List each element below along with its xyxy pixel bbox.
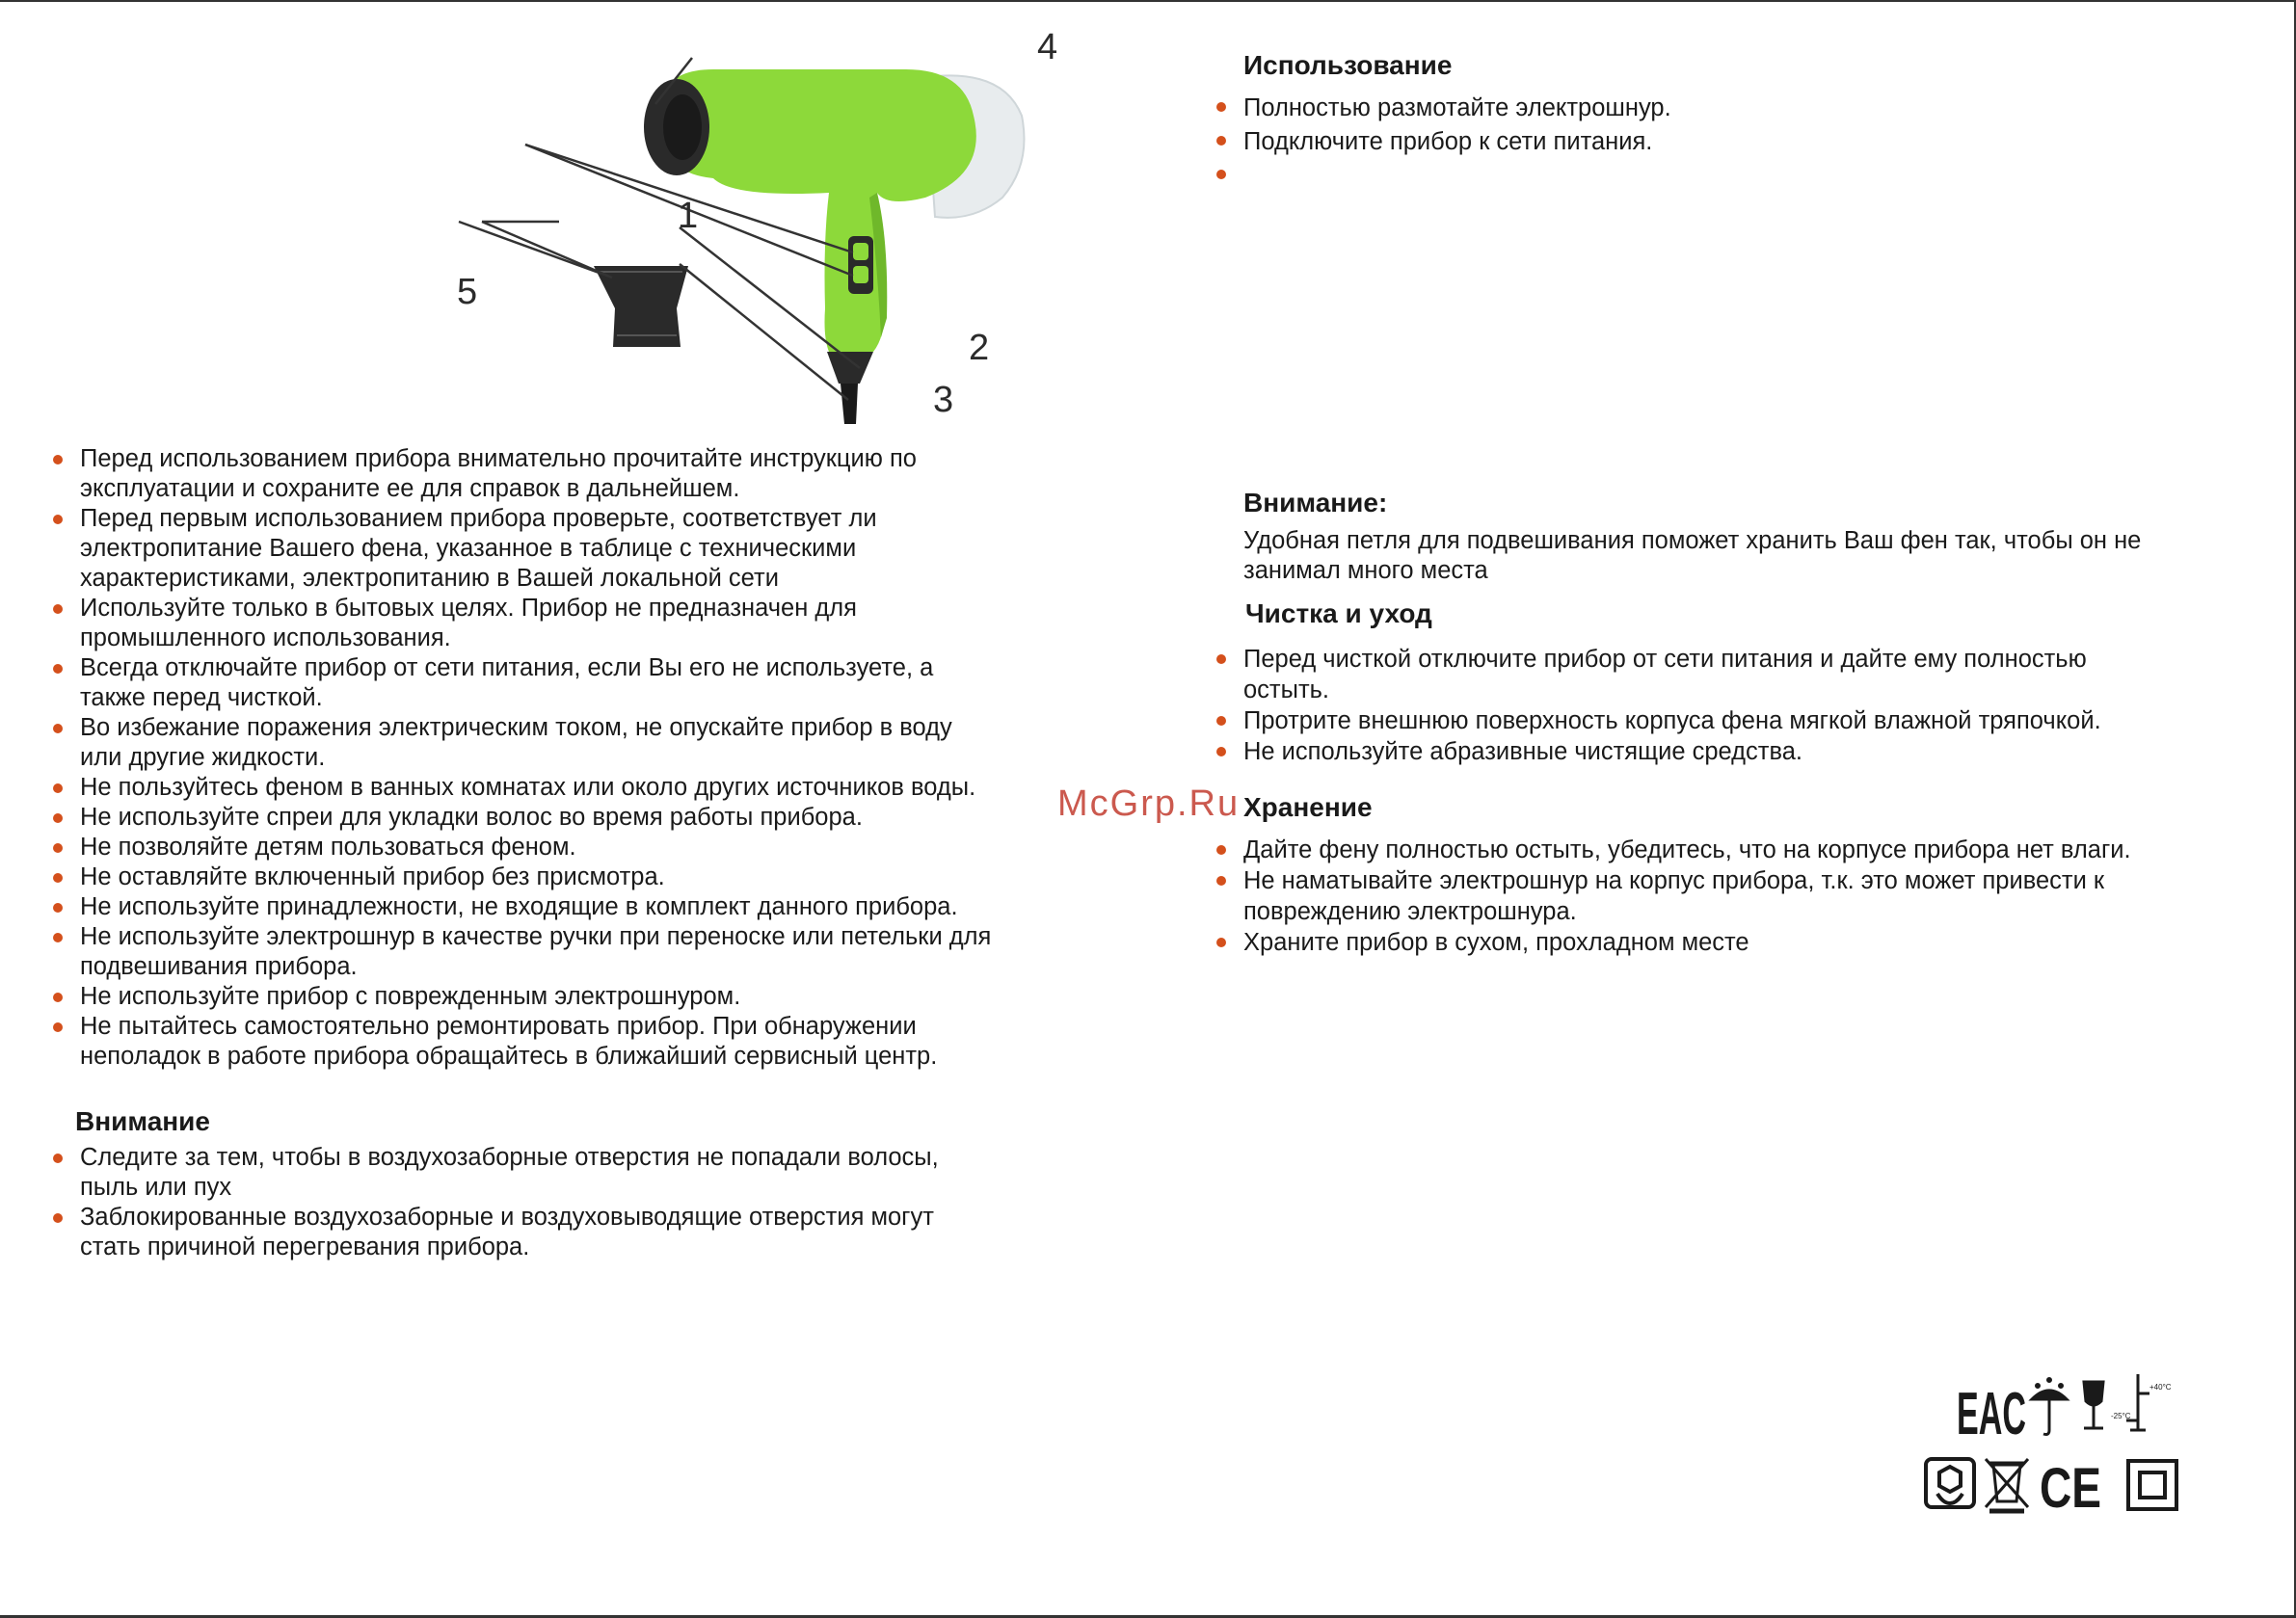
list-item-line: Не используйте спреи для укладки волос во время работы прибора. (80, 804, 863, 831)
list-item-line: эксплуатации и сохраните ее для справок в дальнейшем. (80, 475, 740, 502)
list-item-line: Не используйте прибор с поврежденным электрошнуром. (80, 983, 741, 1010)
callout-4: 4 (1037, 27, 1058, 67)
list-item (1215, 736, 2256, 767)
list-item-line: Дайте фену полностью остыть, убедитесь, что на корпусе прибора нет влаги. (1243, 836, 2131, 863)
list-item (51, 833, 1073, 862)
list-item-line: Полностью размотайте электрошнур. (1243, 94, 1671, 121)
list-item (51, 922, 1073, 982)
list-item (1215, 125, 2227, 159)
care-list (1215, 644, 2256, 767)
list-item-line: Не наматывайте электрошнур на корпус прибора, т.к. это может привести к (1243, 867, 2105, 894)
list-item-line: Перед чисткой отключите прибор от сети питания и дайте ему полностью (1243, 646, 2087, 673)
usage-heading: Использование (1243, 50, 1453, 80)
list-item-line: также перед чисткой. (80, 684, 323, 711)
list-item-line: Не пользуйтесь феном в ванных комнатах или около других источников воды. (80, 774, 976, 801)
list-item (51, 892, 1073, 922)
certification-marks (1918, 1366, 2207, 1521)
list-item (51, 1012, 1073, 1072)
list-item-line: Не используйте электрошнур в качестве ручки при переноске или петельки для (80, 923, 992, 950)
list-item-line: пыль или пух (80, 1174, 232, 1201)
list-item (51, 862, 1073, 892)
svg-text:CE: CE (2040, 1457, 2101, 1520)
list-item-line: Заблокированные воздухозаборные и воздуховыводящие отверстия могут (80, 1204, 934, 1231)
list-item-line: Не пытайтесь самостоятельно ремонтировать прибор. При обнаружении (80, 1013, 917, 1040)
concentrator-nozzle (594, 266, 688, 347)
eac-mark (1957, 1381, 2026, 1447)
list-item-line: Следите за тем, чтобы в воздухозаборные отверстия не попадали волосы, (80, 1144, 939, 1171)
fragile-icon (2084, 1382, 2103, 1428)
list-item-line: Храните прибор в сухом, прохладном месте (1243, 929, 1749, 956)
care-heading: Чистка и уход (1245, 598, 1432, 628)
list-item-line: подвешивания прибора. (80, 953, 358, 980)
list-item (51, 444, 1073, 504)
list-item-line: остыть. (1243, 676, 1329, 703)
list-item-line: Не используйте принадлежности, не входящие в комплект данного прибора. (80, 893, 958, 920)
list-item-line: Перед первым использованием прибора проверьте, соответствует ли (80, 505, 877, 532)
list-item-line: Используйте только в бытовых целях. Прибор не предназначен для (80, 595, 857, 622)
list-item-line: повреждению электрошнура. (1243, 898, 1577, 925)
list-item (1215, 644, 2256, 705)
list-item-line: Во избежание поражения электрическим током, не опускайте прибор в воду (80, 714, 952, 741)
storage-list (1215, 835, 2256, 958)
list-item-line: Перед использованием прибора внимательно прочитайте инструкцию по (80, 445, 917, 472)
list-item (51, 653, 1073, 713)
list-item-line: характеристиками, электропитанию в Вашей локальной сети (80, 565, 779, 592)
list-item (1215, 865, 2256, 927)
list-item (51, 594, 1073, 653)
list-item-line: стать причиной перегревания прибора. (80, 1233, 530, 1260)
attention-heading: Внимание (75, 1106, 210, 1136)
callout-2: 2 (969, 328, 990, 368)
list-item-line: Протрите внешнюю поверхность корпуса фена мягкой влажной тряпочкой. (1243, 707, 2101, 734)
callout-1: 1 (678, 196, 699, 236)
list-item (51, 773, 1073, 803)
callout-3: 3 (933, 380, 954, 420)
callout-5: 5 (457, 272, 478, 312)
list-item (51, 1143, 1073, 1203)
svg-text:-25°C: -25°C (2111, 1412, 2131, 1420)
list-item-line: Всегда отключайте прибор от сети питания, если Вы его не используете, а (80, 654, 934, 681)
safety-instructions-list (51, 444, 1073, 1072)
list-item-line: Подключите прибор к сети питания. (1243, 128, 1653, 155)
note-line: занимал много места (1243, 557, 1488, 584)
svg-text:EAC: EAC (1957, 1381, 2026, 1447)
attention-list (51, 1143, 1073, 1262)
ce-mark (2040, 1457, 2101, 1520)
hair-dryer-illustration (424, 19, 1099, 443)
list-item (51, 713, 1073, 773)
list-item-line: или другие жидкости. (80, 744, 326, 771)
list-item (1215, 705, 2256, 736)
list-item-line: Не используйте абразивные чистящие средства. (1243, 738, 1803, 765)
page-border-top (0, 0, 2296, 2)
list-item (1215, 835, 2256, 865)
list-item (51, 504, 1073, 594)
list-item (51, 982, 1073, 1012)
class-ii-icon (2128, 1461, 2176, 1509)
keep-dry-icon (2032, 1379, 2067, 1435)
watermark: McGrp.Ru (1057, 783, 1241, 824)
note-heading: Внимание: (1243, 488, 1388, 517)
list-item (1215, 927, 2256, 958)
svg-text:+40°C: +40°C (2149, 1383, 2172, 1392)
list-item-line: неполадок в работе прибора обращайтесь в ближайший сервисный центр. (80, 1043, 938, 1070)
list-item (1215, 92, 2227, 125)
storage-heading: Хранение (1243, 792, 1373, 822)
list-item-line: электропитание Вашего фена, указанное в таблице с техническими (80, 535, 857, 562)
list-item-line: Не позволяйте детям пользоваться феном. (80, 834, 576, 861)
list-item-line: Не оставляйте включенный прибор без присмотра. (80, 863, 665, 890)
usage-list (1215, 92, 2227, 159)
temperature-limit-icon (2111, 1374, 2172, 1430)
package-recycle-icon (1926, 1459, 1974, 1507)
note-text (1243, 526, 2256, 586)
note-line: Удобная петля для подвешивания поможет хранить Ваш фен так, чтобы он не (1243, 527, 2142, 554)
list-item (51, 803, 1073, 833)
list-item (51, 1203, 1073, 1262)
list-item-line: промышленного использования. (80, 624, 451, 651)
weee-bin-icon (1986, 1459, 2028, 1511)
